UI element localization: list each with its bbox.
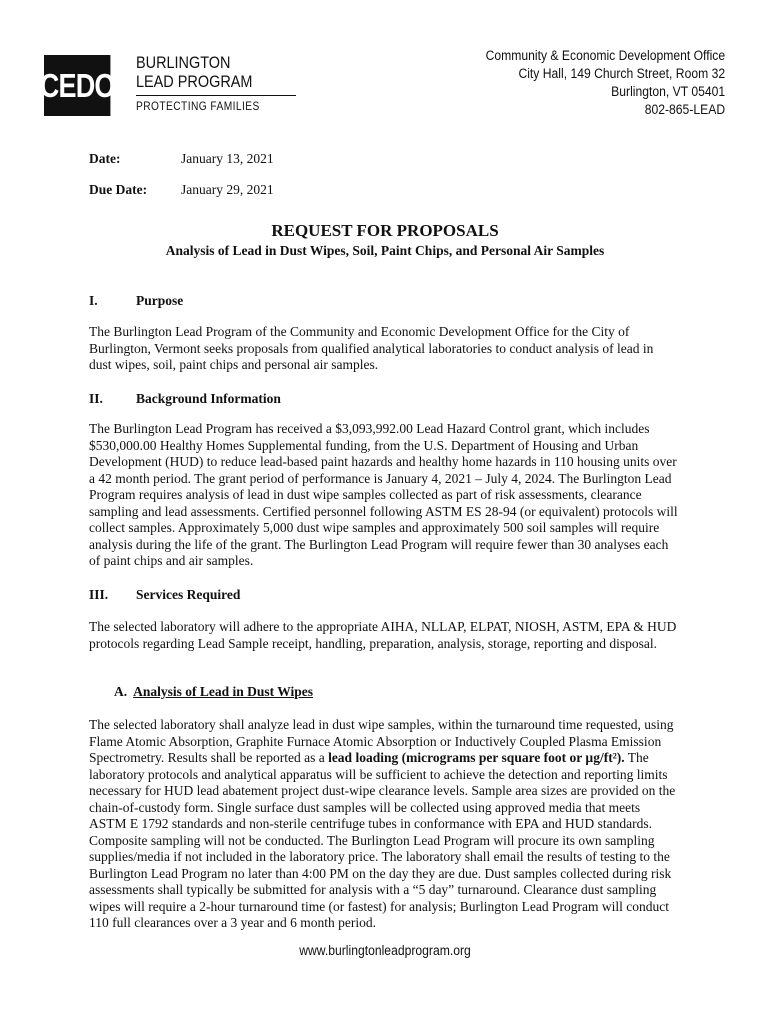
subsection-heading-dust-wipes [114, 684, 313, 700]
section-heading-background [89, 391, 281, 407]
due-date-value: January 29, 2021 [181, 182, 274, 197]
office-name: Community & Economic Development Office [485, 48, 725, 63]
dust-text-emphasis: lead loading (micrograms per square foot or µg/ft²). [328, 750, 625, 765]
section-title: Purpose [136, 293, 184, 308]
logo-divider [136, 95, 296, 96]
date-label: Date: [89, 151, 121, 166]
due-date-label: Due Date: [89, 182, 148, 197]
dust-text-part-2: The laboratory protocols and analytical apparatus will be sufficient to achieve the detection and reporting limits necessary for HUD lead abatement project dust-wipe clearance levels. Sample area sizes are provided on the chain-of-custody form. Single surface dust samples will be collected using approved media that meets ASTM E 1792 standards and non-sterile centrifuge tubes in conformance with EPA and HUD standards. Composite sampling will not be conducted. The Burlington Lead Program will procure its own sampling supplies/media if not included in the laboratory price. The laboratory shall email the results of testing to the Burlington Lead Program no later than 4:00 PM on the day they are due. Dust samples collected during risk assessments shall typically be submitted for analysis with a “5 day” turnaround. Clearance dust sampling wipes will require a 2-hour turnaround time (or fastest) for analysis; Burlington Lead Program will conduct 110 full clearances over a 3 year and 6 month period. [89, 750, 676, 930]
section-title: Services Required [136, 587, 241, 602]
subsection-letter: A. [114, 684, 128, 699]
document-subtitle: Analysis of Lead in Dust Wipes, Soil, Paint Chips, and Personal Air Samples [165, 243, 605, 258]
section-number: I. [89, 293, 98, 308]
office-street: City Hall, 149 Church Street, Room 32 [518, 66, 725, 81]
document-title: REQUEST FOR PROPOSALS [271, 221, 499, 240]
due-date-row [89, 182, 274, 198]
section-heading-purpose [89, 293, 183, 309]
cedo-logo-mark: CEDO [44, 55, 110, 116]
logo-line-1: BURLINGTON [136, 53, 231, 72]
services-paragraph: The selected laboratory will adhere to the appropriate AIHA, NLLAP, ELPAT, NIOSH, ASTM, EPA & HUD protocols regarding Lead Sample receipt, handling, preparation, analysis, storage, reporting and disposal. [89, 619, 677, 651]
cedo-logo [39, 53, 304, 117]
dust-wipes-paragraph [89, 717, 679, 932]
logo-line-2: LEAD PROGRAM [136, 72, 253, 91]
date-value: January 13, 2021 [181, 151, 274, 166]
office-city: Burlington, VT 05401 [611, 84, 725, 99]
section-title: Background Information [136, 391, 281, 406]
dust-text-part-1: The selected laboratory shall analyze lead in dust wipe samples, within the turnaround time requested, using Flame Atomic Absorption, Graphite Furnace Atomic Absorption or Inductively Coupled Plasma Emission Spectrometry. Results shall be reported as a [89, 717, 674, 765]
office-address-block [486, 47, 725, 119]
section-heading-services [89, 587, 240, 603]
logo-tagline: PROTECTING FAMILIES [136, 99, 260, 113]
footer-website: www.burlingtonleadprogram.org [299, 943, 471, 958]
section-number: II. [89, 391, 103, 406]
background-paragraph: The Burlington Lead Program has received a $3,093,992.00 Lead Hazard Control grant, which includes $530,000.00 Healthy Homes Supplemental funding, from the U.S. Department of Housing and Urban Development (HUD) to reduce lead-based paint hazards and healthy home hazards in 110 housing units over a 42 month period. The grant period of performance is January 4, 2021 – July 4, 2024. The Burlington Lead Program requires analysis of lead in dust wipe samples collected as part of risk assessments, clearance sampling and lead assessments. Certified personnel following ASTM ES 28-94 (or equivalent) protocols will collect samples. Approximately 5,000 dust wipe samples and approximately 500 soil samples will require analysis during the life of the grant. The Burlington Lead Program will require fewer than 30 analyses each of paint chips and air samples. [89, 421, 678, 568]
office-phone: 802-865-LEAD [644, 102, 725, 117]
date-row [89, 151, 274, 167]
logo-wordmark [136, 54, 296, 112]
purpose-paragraph: The Burlington Lead Program of the Community and Economic Development Office for the City of Burlington, Vermont seeks proposals from qualified analytical laboratories to conduct analysis of lead in dust wipes, soil, paint chips and personal air samples. [89, 324, 654, 372]
section-number: III. [89, 587, 109, 602]
subsection-title: Analysis of Lead in Dust Wipes [133, 684, 314, 699]
